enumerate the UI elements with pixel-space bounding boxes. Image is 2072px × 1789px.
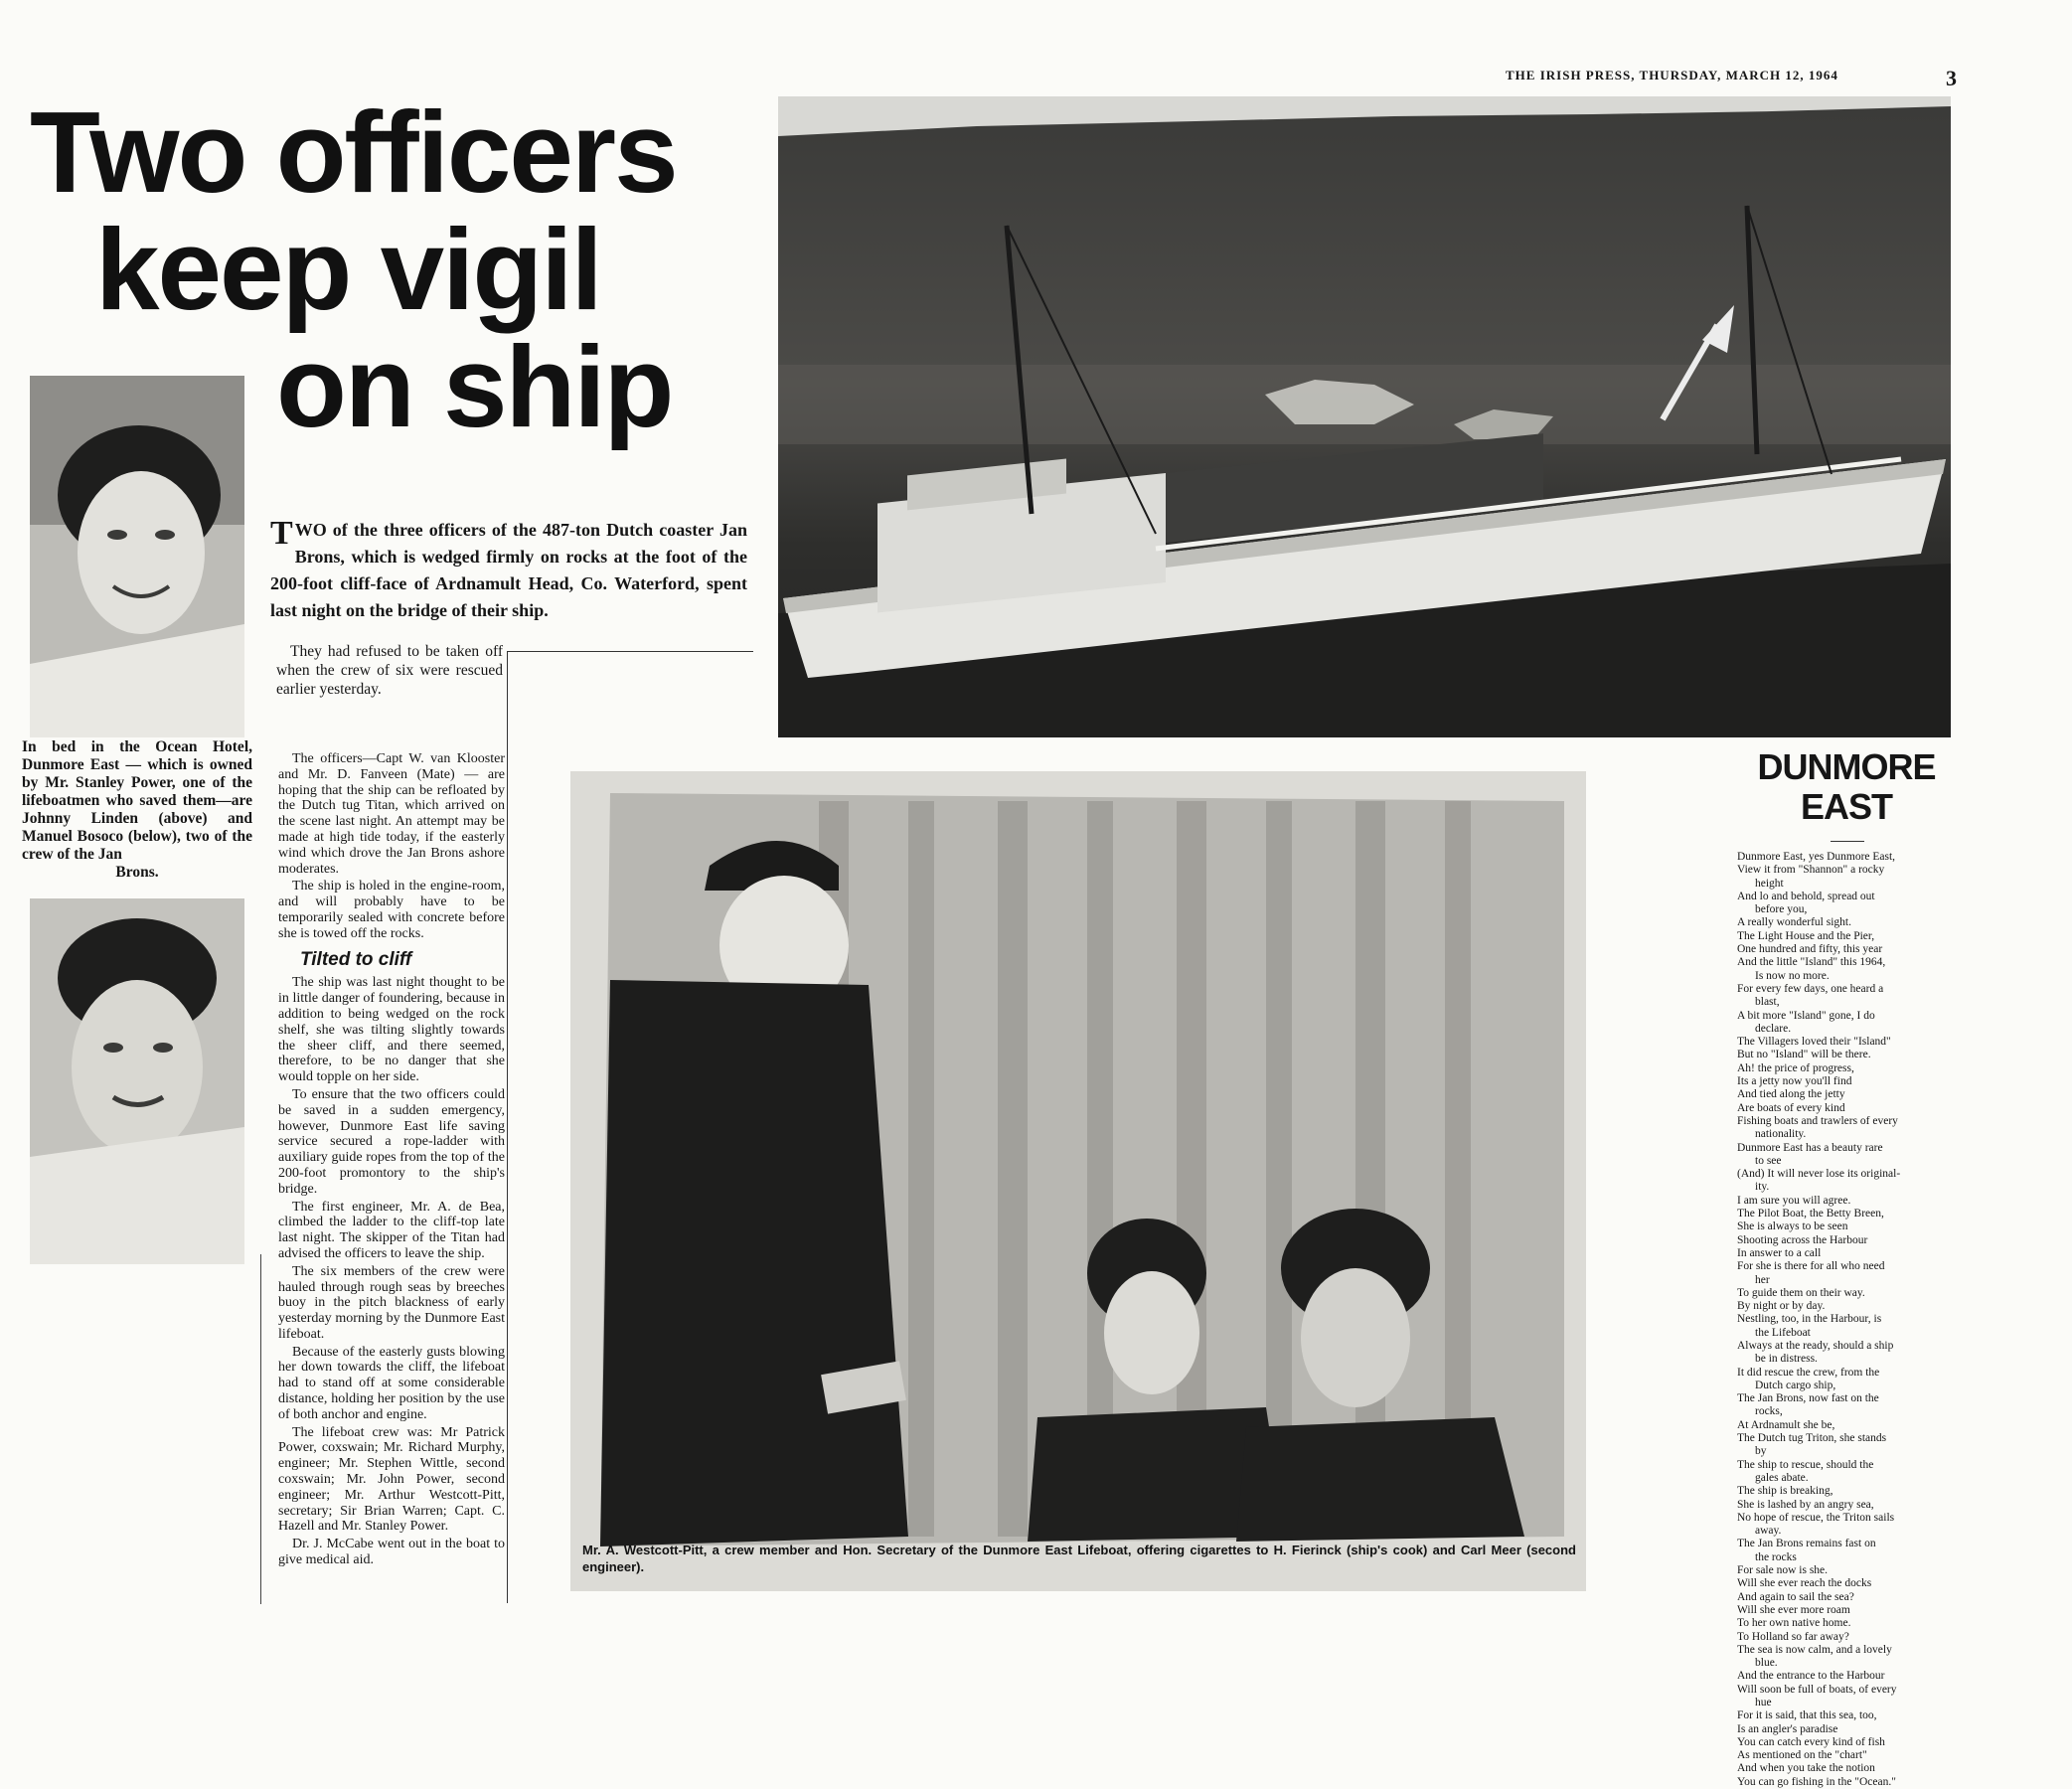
body-column-top [276,642,503,701]
headline-line-2: keep vigil [95,205,601,334]
poem-title-line-1: DUNMORE [1757,746,1936,787]
poem-line: For it is said, that this sea, too, [1737,1709,1877,1722]
body-paragraph: The ship is holed in the engine-room, and will probably have to be temporarily sealed with concrete before she is towed off the rocks. [278,879,505,941]
poem-line: One hundred and fifty, this year [1737,943,1883,956]
column-rule [507,651,508,1603]
poem-line: A really wonderful sight. [1737,916,1851,929]
poem-line: Nestling, too, in the Harbour, is [1737,1313,1882,1326]
body-paragraph: The lifeboat crew was: Mr Patrick Power, coxswain; Mr. Richard Murphy, engineer; Mr. Stephen Wittle, second coxswain; Mr. John Power, second engineer; Mr. Arthur Westcott-Pitt, secretary; Sir Brian Warren; Capt. C. Hazell and Mr. Stanley Power. [278,1424,505,1535]
poem-line: Dutch cargo ship, [1755,1379,1836,1391]
poem-line: Its a jetty now you'll find [1737,1075,1852,1088]
ship-photo [778,96,1951,737]
poem-line: nationality. [1755,1128,1807,1141]
drop-cap: T [270,515,293,552]
poem-line: You can go fishing in the "Ocean." [1737,1775,1896,1788]
poem-line: For she is there for all who need [1737,1260,1885,1273]
body-paragraph: They had refused to be taken off when the crew of six were rescued earlier yesterday. [276,643,503,698]
poem-line: Dunmore East, yes Dunmore East, [1737,851,1896,863]
poem-line: Fishing boats and trawlers of every [1737,1114,1898,1127]
body-paragraph: Because of the easterly gusts blowing her down towards the cliff, the lifeboat had to stand off at some considerable distance, holding her position by the use of both anchor and engine. [278,1344,505,1422]
poem-line: hue [1755,1697,1772,1708]
poem-title-line-2: EAST [1800,786,1892,827]
poem-line: For sale now is she. [1737,1564,1829,1577]
poem-line: ity. [1755,1181,1770,1194]
poem-line: The Jan Brons, now fast on the [1737,1392,1879,1405]
body-paragraph: The officers—Capt W. van Klooster and Mr. D. Fanveen (Mate) — are hoping that the ship can be refloated by the Dutch tug Titan, which arrived on the scene last night. An attempt may be made at high tide today, if the easterly wind which drove the Jan Brons ashore moderates. [278,751,505,877]
lead-paragraph [270,517,747,624]
poem-line: In answer to a call [1737,1246,1822,1259]
portrait-photo-manuel-bosoco [30,898,244,1264]
body-paragraph: To ensure that the two officers could be saved in a sudden emergency, however, Dunmore East life saving service secured a rope-ladder with auxiliary guide ropes from the top of the 200-foot promontory to the ship's bridge. [278,1086,505,1197]
poem-line: her [1755,1273,1770,1286]
poem-line: (And) It will never lose its original- [1737,1168,1901,1181]
poem-line: Always at the ready, should a ship [1737,1339,1894,1352]
body-paragraph: The first engineer, Mr. A. de Bea, climbed the ladder to the cliff-top late last night. The skipper of the Titan had advised the officers to leave the ship. [278,1199,505,1261]
poem-line: before you, [1755,903,1808,916]
poem-line: blue. [1755,1657,1778,1670]
poem-line: be in distress. [1755,1353,1818,1366]
column-rule [507,651,753,652]
page-folio: THE IRISH PRESS, THURSDAY, MARCH 12, 1964 [1506,68,1838,82]
poem-line: A bit more "Island" gone, I do [1737,1009,1875,1022]
headline-line-3: on ship [276,322,673,451]
poem-line: I am sure you will agree. [1737,1194,1851,1207]
poem-line: She is always to be seen [1737,1220,1848,1233]
poem-line: Will she ever reach the docks [1737,1577,1872,1590]
poem-line: The Dutch tug Triton, she stands [1737,1432,1887,1445]
poem-line: For every few days, one heard a [1737,982,1884,995]
poem-line: By night or by day. [1737,1300,1826,1313]
poem-line: Dunmore East has a beauty rare [1737,1141,1883,1154]
poem-line: rocks, [1755,1405,1783,1418]
poem-line: It did rescue the crew, from the [1737,1366,1880,1379]
poem-line: to see [1755,1154,1782,1167]
body-column [278,751,505,1570]
poem-line: blast, [1755,996,1780,1009]
poem-line: The ship is breaking, [1737,1485,1833,1498]
poem-line: And when you take the notion [1737,1762,1875,1775]
poem-line: The Villagers loved their "Island" [1737,1036,1891,1049]
subheading: Tilted to cliff [300,948,412,970]
group-photo-caption: Mr. A. Westcott-Pitt, a crew member and Hon. Secretary of the Dunmore East Lifeboat, offering cigarettes to H. Fierinck (ship's cook) and Carl Meer (second engineer). [582,1543,1576,1574]
poem-line: At Ardnamult she be, [1737,1418,1835,1431]
column-rule [260,1254,261,1604]
poem-line: declare. [1755,1022,1792,1035]
poem-line: You can catch every kind of fish [1737,1735,1885,1748]
poem-line: The sea is now calm, and a lovely [1737,1643,1892,1656]
poem-line: The Jan Brons remains fast on [1737,1538,1876,1550]
poem-body [1737,851,1948,1789]
poem-line: gales abate. [1755,1471,1809,1484]
poem-line: by [1755,1445,1767,1458]
poem-line: Will soon be full of boats, of every [1737,1683,1897,1696]
poem-line: Are boats of every kind [1737,1101,1845,1114]
poem-line: Is now no more. [1755,969,1830,982]
body-paragraph: Dr. J. McCabe went out in the boat to give medical aid. [278,1537,505,1568]
poem-line: Will she ever more roam [1737,1603,1850,1616]
page-number: 3 [1946,66,1957,90]
poem-line: She is lashed by an angry sea, [1737,1498,1874,1511]
poem-line: No hope of rescue, the Triton sails [1737,1511,1895,1524]
poem-line: the rocks [1755,1550,1797,1563]
poem-line: Is an angler's paradise [1737,1722,1838,1735]
poem-line: Ah! the price of progress, [1737,1061,1854,1074]
group-photo [570,771,1586,1591]
poem-line: The ship to rescue, should the [1737,1458,1874,1471]
poem-line: View it from "Shannon" a rocky [1737,864,1885,877]
poem-line: And tied along the jetty [1737,1088,1845,1101]
poem-line: And lo and behold, spread out [1737,890,1875,902]
poem-line: And again to sail the sea? [1737,1590,1854,1603]
portrait-caption [22,738,252,882]
poem-line: To her own native home. [1737,1617,1851,1630]
poem-line: To Holland so far away? [1737,1630,1849,1643]
body-paragraph: The six members of the crew were hauled through rough seas by breeches buoy in the pitch blackness of early yesterday morning by the Dunmore East lifeboat. [278,1263,505,1342]
poem-line: Shooting across the Harbour [1737,1233,1868,1246]
poem-title [1749,747,1944,827]
portrait-photo-johnny-linden [30,376,244,737]
poem-line: To guide them on their way. [1737,1286,1865,1299]
lead-text: WO of the three officers of the 487-ton Dutch coaster Jan Brons, which is wedged firmly on rocks at the foot of the 200-foot cliff-face of Ardnamult Head, Co. Waterford, spent last night on the bridge of their ship. [270,520,747,620]
poem-line: away. [1755,1525,1782,1538]
poem-line: height [1755,877,1784,890]
headline-line-1: Two officers [30,87,677,217]
poem-line: And the entrance to the Harbour [1737,1670,1885,1683]
poem-line: As mentioned on the "chart" [1737,1749,1867,1762]
poem-line: But no "Island" will be there. [1737,1049,1871,1061]
poem-line: the Lifeboat [1755,1326,1811,1339]
poem-line: And the little "Island" this 1964, [1737,956,1886,969]
portrait-caption-text: In bed in the Ocean Hotel, Dunmore East — which is owned by Mr. Stanley Power, one of the lifeboatmen who saved them—are Johnny Linden (above) and Manuel Bosoco (below), two of the crew of the Jan [22,738,252,863]
poem-line: The Pilot Boat, the Betty Breen, [1737,1208,1884,1220]
poem-line: The Light House and the Pier, [1737,929,1875,942]
portrait-caption-end: Brons. [115,864,159,881]
body-paragraph: The ship was last night thought to be in little danger of foundering, because in addition to being wedged on the rock shelf, she was tilting slightly towards the sheer cliff, and there seemed, therefore, to be no danger that she would topple on her side. [278,975,505,1085]
poem-rule [1831,841,1864,842]
